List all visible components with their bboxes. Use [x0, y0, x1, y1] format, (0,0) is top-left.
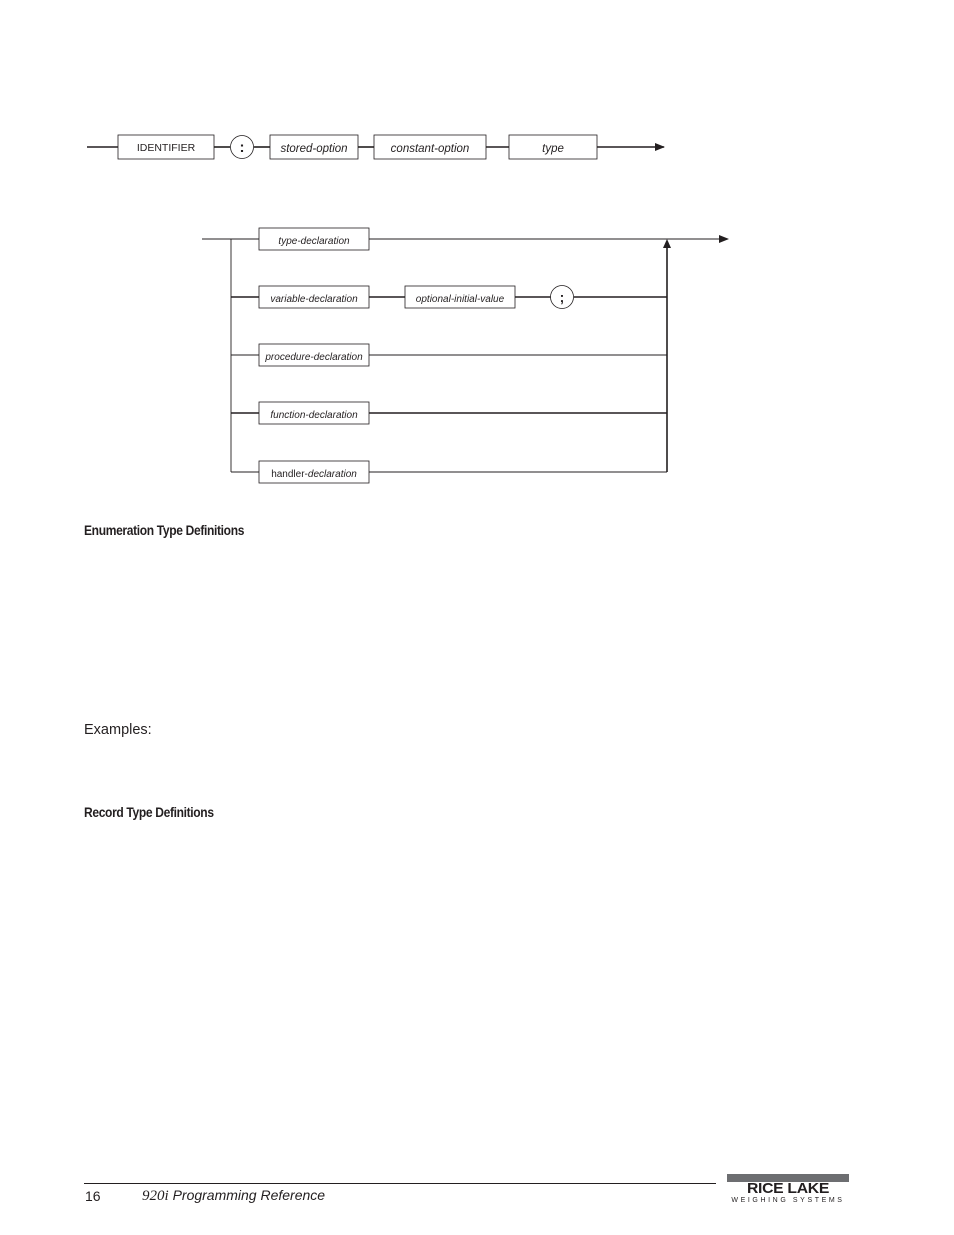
product-model: 920i [142, 1188, 169, 1204]
variable-declaration-label: variable-declaration [270, 294, 358, 305]
function-declaration-label: function-declaration [270, 410, 358, 421]
page-number: 16 [85, 1188, 101, 1204]
type-declaration-label: type-declaration [278, 236, 350, 247]
examples-label: Examples: [84, 722, 152, 738]
handler-prefix: handler- [271, 469, 308, 480]
logo-tagline: WEIGHING SYSTEMS [731, 1197, 845, 1204]
footer-title [142, 1187, 325, 1205]
declaration-diagram [202, 228, 728, 483]
semicolon-symbol: ; [559, 289, 565, 305]
logo-wordmark: RICE LAKE [746, 1180, 830, 1197]
identifier-label: IDENTIFIER [136, 142, 196, 154]
rice-lake-logo [724, 1174, 852, 1206]
constant-option-label: constant-option [390, 143, 470, 155]
stored-option-label: stored-option [280, 143, 348, 155]
enumeration-type-heading: Enumeration Type Definitions [84, 522, 245, 538]
handler-declaration-label [271, 469, 357, 480]
footer-rule [84, 1183, 716, 1184]
procedure-declaration-label: procedure-declaration [265, 352, 363, 363]
syntax-diagrams [0, 0, 954, 500]
variable-declaration-diagram [87, 135, 664, 159]
return-arrowhead [663, 239, 671, 248]
optional-initial-value-label: optional-initial-value [415, 294, 505, 305]
type-label: type [542, 143, 564, 155]
document-title: Programming Reference [172, 1187, 326, 1203]
record-type-heading: Record Type Definitions [84, 804, 214, 820]
handler-suffix: declaration [307, 469, 357, 480]
colon-symbol: : [239, 139, 245, 156]
